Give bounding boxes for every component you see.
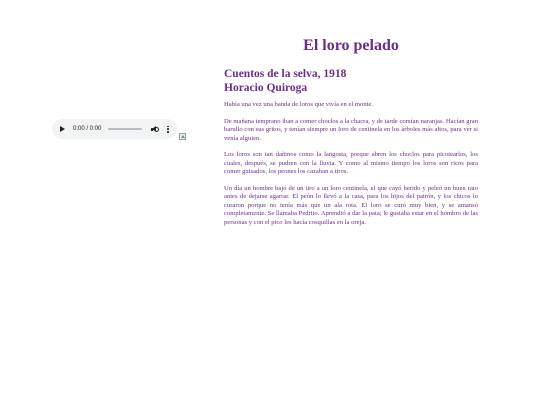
play-icon[interactable] — [60, 126, 65, 132]
broken-image-icon — [179, 133, 186, 140]
collection-line: Cuentos de la selva, 1918 — [224, 68, 347, 80]
audio-progress-bar[interactable] — [108, 128, 142, 130]
audio-time: 0:00 / 0:00 — [73, 126, 102, 132]
author-line: Horacio Quiroga — [224, 82, 308, 94]
more-vert-icon[interactable] — [167, 126, 169, 133]
volume-icon[interactable] — [151, 126, 159, 133]
story-paragraph: Un día un hombre bajó de un tiro a un loro centinela, el que cayó herido y peleó un buen rato antes de dejarse agarrar. El peón lo llevó a la casa, para los hijos del patrón, y los chicos lo curaron porque no tenía más que un ala rota. El loro se curó muy bien, y se amansó completamente. Se llamaba Pedrito. Aprendió a dar la pata; le gustaba estar en el hombro de las personas y con el pico les hacía cosquillas en la oreja. — [224, 185, 478, 226]
page-title: El loro pelado — [303, 37, 399, 54]
story-paragraph: De mañana temprano iban a comer choclos a la chacra, y de tarde comían naranjas. Hacían gran barullo con sus gritos, y tenían siempre un loro de centinela en los árboles más altos, para ver si venía alguien. — [224, 117, 478, 142]
story-text — [224, 101, 478, 235]
audio-player[interactable] — [52, 119, 177, 139]
story-paragraph: Los loros son tan dañinos como la langosta, porque abren los choclos para picotearlos, los cuales, después, se pudren con la lluvia. Y como al mismo tiempo los loros son ricos para comer guisados, los peones los cazaban a tiros. — [224, 151, 478, 176]
story-subtitle — [224, 67, 478, 95]
story-paragraph: Había una vez una banda de loros que vivía en el monte. — [224, 101, 374, 108]
